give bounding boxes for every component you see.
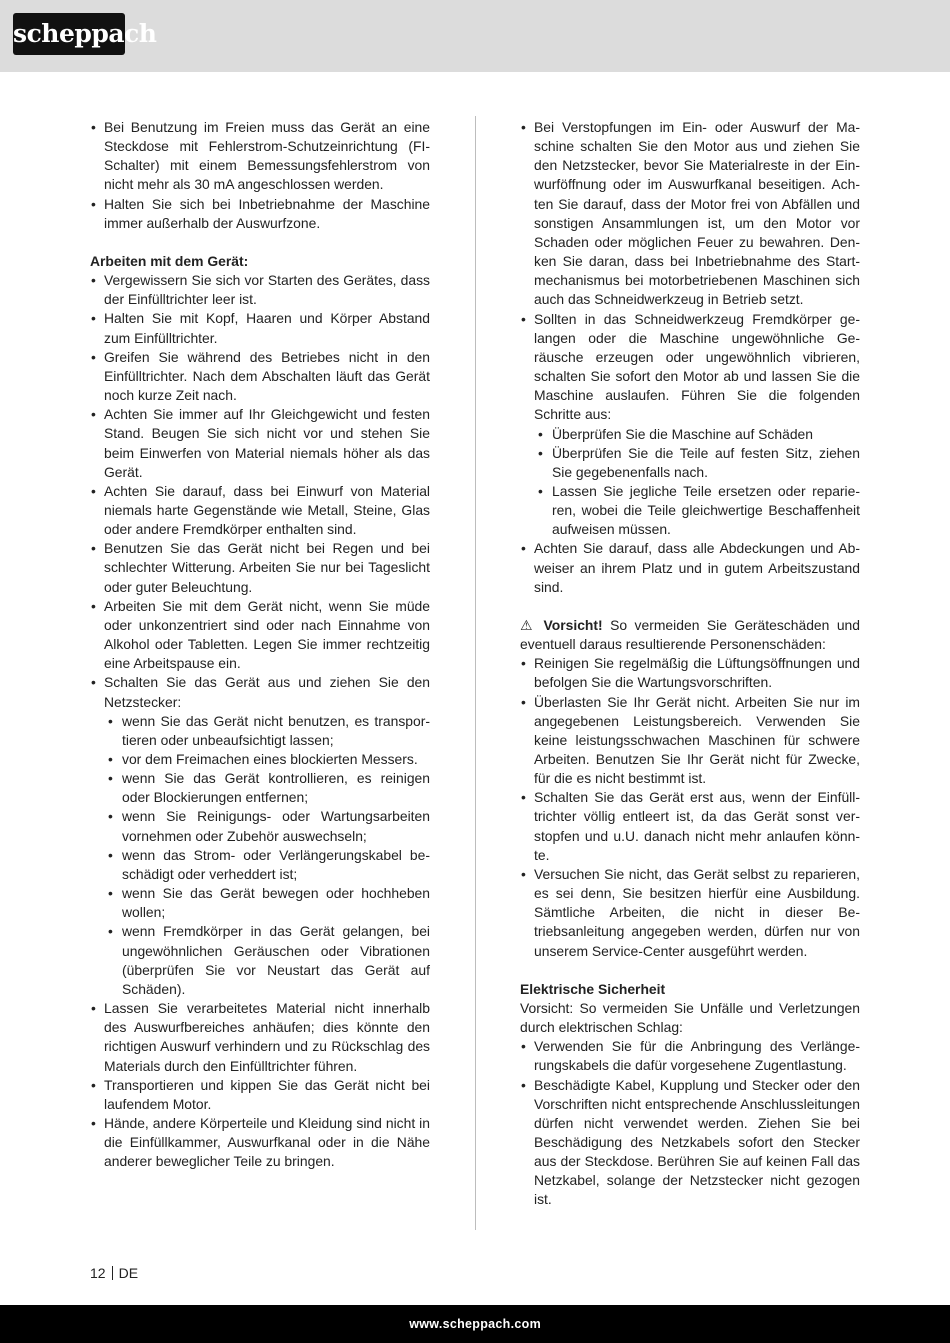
list-item: • Achten Sie immer auf Ihr Gleichgewicht und festen Stand. Beugen Sie sich nicht vor und stehen Sie beim Einwerfen von Material niemals höher als das Gerät. xyxy=(90,405,430,482)
list-item: • Reinigen Sie regelmäßig die Lüftungsöffnungen und befolgen Sie die Wartungsvorschriften. xyxy=(520,654,860,692)
section-heading-elektrische-sicherheit: Elektrische Sicherheit xyxy=(520,980,666,997)
list-item: • Vergewissern Sie sich vor Starten des Gerätes, dass der Einfülltrichter leer ist. xyxy=(90,271,430,309)
sub-list-item: • vor dem Freimachen eines blockierten Messers. xyxy=(90,750,430,769)
page-number-label xyxy=(90,1264,138,1282)
right-column xyxy=(520,118,860,1210)
section-heading-arbeiten: Arbeiten mit dem Gerät: xyxy=(90,252,249,269)
language-code: DE xyxy=(118,1265,139,1281)
warning-text: So vermeiden Sie Geräteschäden und eventuell daraus resultierende Personenschäden: xyxy=(520,616,860,653)
list-item: • Transportieren und kippen Sie das Gerät nicht bei laufendem Motor. xyxy=(90,1076,430,1114)
blockage-list xyxy=(520,118,860,597)
footer-bar xyxy=(0,1305,950,1343)
sub-list-item: • wenn Sie das Gerät bewegen oder hochheben wollen; xyxy=(90,884,430,922)
list-item: • Überlasten Sie Ihr Gerät nicht. Arbeiten Sie nur im angegebenen Leistungsbereich. Verwenden Sie keine leistungsschwachen Maschinen für schwere Arbeiten. Benutzen Sie Ihr Gerät nicht für Zwecke, für die es nicht bestimmt ist. xyxy=(520,693,860,789)
sub-list-item: • wenn Fremdkörper in das Gerät gelangen, bei ungewöhnlichen Geräuschen oder Vibrationen (überprüfen Sie vor Neustart das Gerät auf Schäden). xyxy=(90,922,430,999)
list-item: • Verwenden Sie für die Anbringung des Verlängerungskabels die dafür vorgesehene Zugentlastung. xyxy=(520,1037,860,1075)
left-column xyxy=(90,118,430,1171)
list-item: • Schalten Sie das Gerät erst aus, wenn der Einfülltrichter völlig entleert ist, da das Gerät sonst verstopfen und u.U. danach nicht mehr anlaufen könnte. xyxy=(520,788,860,865)
list-item: • Schalten Sie das Gerät aus und ziehen Sie den Netzstecker: xyxy=(90,673,430,711)
sub-list-item: • wenn Sie Reinigungs- oder Wartungsarbeiten vornehmen oder Zubehör auswechseln; xyxy=(90,807,430,845)
sub-list-item: • Überprüfen Sie die Teile auf festen Sitz, ziehen Sie gegebenenfalls nach. xyxy=(520,444,860,482)
intro-list xyxy=(90,118,430,233)
list-item: • Arbeiten Sie mit dem Gerät nicht, wenn Sie müde oder unkonzentriert sind oder nach Einnahme von Alkohol oder Tabletten. Legen Sie immer rechtzeitig eine Arbeitspause ein. xyxy=(90,597,430,674)
column-divider xyxy=(475,116,476,1230)
list-item: • Greifen Sie während des Betriebes nicht in den Einfülltrichter. Nach dem Abschalten läuft das Gerät noch kurze Zeit nach. xyxy=(90,348,430,405)
list-item: • Bei Verstopfungen im Ein- oder Auswurf der Maschine schalten Sie den Motor aus und ziehen Sie den Netzstecker, bevor Sie Materialreste in der Einwurföffnung oder im Auswurfkanal beseitigen. Achten Sie darauf, dass der Motor frei von Abfällen und sonstigen Ansammlungen ist, um den Motor vor Schaden oder möglichen Feuer zu bewahren. Denken Sie daran, dass bei Inbetriebnahme des Startmechanismus bei motorbetriebenen Maschinen sich auch das Schneidwerkzeug in Betrieb setzt. xyxy=(520,118,860,310)
sub-list-item: • wenn das Strom- oder Verlängerungskabel beschädigt oder verheddert ist; xyxy=(90,846,430,884)
section-intro: Vorsicht: So vermeiden Sie Unfälle und Verletzungen durch elektrischen Schlag: xyxy=(520,999,860,1036)
electrical-safety-list xyxy=(520,1037,860,1209)
work-safety-list xyxy=(90,271,430,1171)
sub-list-item: • wenn Sie das Gerät kontrollieren, es reinigen oder Blockierungen entfernen; xyxy=(90,769,430,807)
list-item: • Halten Sie sich bei Inbetriebnahme der Maschine immer außerhalb der Auswurfzone. xyxy=(90,195,430,233)
sub-list-item: • Lassen Sie jegliche Teile ersetzen oder reparieren, wobei die Teile gleichwertige Beschaffenheit aufweisen müssen. xyxy=(520,482,860,539)
list-item: • Beschädigte Kabel, Kupplung und Stecker oder den Vorschriften nicht entsprechende Anschlussleitungen dürfen nicht verwendet werden. Ziehen Sie bei Beschädigung des Netzkabels sofort den Stecker aus der Steckdose. Berühren Sie auf keinen Fall das Netzkabel, solange der Netzstecker nicht gezogen ist. xyxy=(520,1076,860,1210)
scheppach-logo: scheppach xyxy=(13,13,125,55)
header-bar xyxy=(0,0,950,72)
list-item: • Benutzen Sie das Gerät nicht bei Regen und bei schlechter Witterung. Arbeiten Sie nur bei Tageslicht oder guter Beleuchtung. xyxy=(90,539,430,596)
list-item: • Achten Sie darauf, dass alle Abdeckungen und Abweiser an ihrem Platz und in gutem Arbeitszustand sind. xyxy=(520,539,860,596)
page-number: 12 xyxy=(90,1265,106,1281)
list-item: • Bei Benutzung im Freien muss das Gerät an eine Steckdose mit Fehlerstrom-Schutzeinrichtung (FI-Schalter) mit einem Bemessungsfehlerstrom von nicht mehr als 30 mA angeschlossen werden. xyxy=(90,118,430,195)
list-item: • Sollten in das Schneidwerkzeug Fremdkörper gelangen oder die Maschine ungewöhnliche Geräusche erzeugen oder ungewöhnlich vibrieren, schalten Sie sofort den Motor ab und lassen Sie die Maschine auslaufen. Führen Sie die folgenden Schritte aus: xyxy=(520,310,860,425)
website-link[interactable]: www.scheppach.com xyxy=(409,1317,541,1331)
list-item: • Hände, andere Körperteile und Kleidung sind nicht in die Einfüllkammer, Auswurfkanal oder in die Nähe anderer beweglicher Teile zu bringen. xyxy=(90,1114,430,1171)
warning-label: ⚠ Vorsicht! xyxy=(520,616,603,633)
list-item: • Versuchen Sie nicht, das Gerät selbst zu reparieren, es sei denn, Sie besitzen hierfür eine Ausbildung. Sämtliche Arbeiten, die nicht in dieser Betriebsanleitung angegeben werden, dürfen nur von unserem Service-Center ausgeführt werden. xyxy=(520,865,860,961)
warning-paragraph xyxy=(520,616,860,654)
caution-list xyxy=(520,654,860,961)
list-item: • Halten Sie mit Kopf, Haaren und Körper Abstand zum Einfülltrichter. xyxy=(90,309,430,347)
sub-list-item: • Überprüfen Sie die Maschine auf Schäden xyxy=(520,425,860,444)
list-item: • Lassen Sie verarbeitetes Material nicht innerhalb des Auswurfbereiches anhäufen; dies könnte den richtigen Auswurf verhindern und zu Rückschlag des Materials durch den Einfülltrichter führen. xyxy=(90,999,430,1076)
list-item: • Achten Sie darauf, dass bei Einwurf von Material niemals harte Gegenstände wie Metall, Steine, Glas oder andere Fremdkörper enthalten sind. xyxy=(90,482,430,539)
page-separator xyxy=(112,1266,113,1280)
sub-list-item: • wenn Sie das Gerät nicht benutzen, es transportieren oder unbeaufsichtigt lassen; xyxy=(90,712,430,750)
